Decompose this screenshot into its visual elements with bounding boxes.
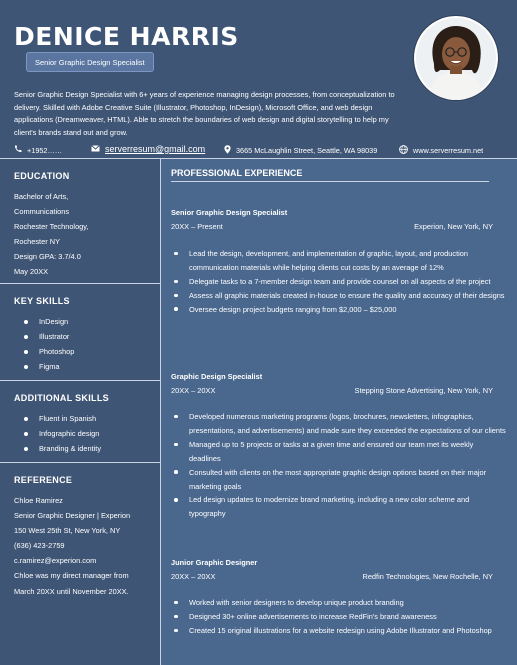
education-line: Bachelor of Arts, xyxy=(14,192,69,201)
key-skills-heading: KEY SKILLS xyxy=(14,296,70,306)
education-line: May 20XX xyxy=(14,267,49,277)
skill-item: InDesign xyxy=(24,314,74,329)
education-heading: EDUCATION xyxy=(14,171,70,181)
job-company: Stepping Stone Advertising, New York, NY xyxy=(354,386,493,395)
section-divider xyxy=(0,283,160,284)
job-bullet: Managed up to 5 projects or tasks at a given time and ensured our team met its weekly deadlines xyxy=(174,438,506,466)
skill-item: Photoshop xyxy=(24,344,74,359)
job-bullet: Created 15 original illustrations for a website redesign using Adobe Illustrator and Photoshop xyxy=(174,624,506,638)
job-bullet: Led design updates to modernize brand marketing, including a new color scheme and typography xyxy=(174,493,506,521)
education-line: Rochester NY xyxy=(14,237,61,247)
reference-details xyxy=(14,493,130,599)
job-bullet: Worked with senior designers to develop unique product branding xyxy=(174,596,506,610)
reference-email[interactable]: c.ramirez@experion.com xyxy=(14,556,97,566)
job-bullet: Delegate tasks to a 7-member design team and provide counsel on all aspects of the project xyxy=(174,275,506,289)
job-title: Graphic Design Specialist xyxy=(171,372,263,381)
job-bullet: Developed numerous marketing programs (logos, brochures, newsletters, infographics, presentations, and advertisements) and made sure they exceeded the expectations of our clients xyxy=(174,410,506,438)
reference-line: Chloe Ramirez xyxy=(14,496,63,505)
job-dates: 20XX – Present xyxy=(171,222,223,231)
job-bullet: Designed 30+ online advertisements to increase RedFin's brand awareness xyxy=(174,610,506,624)
additional-skills-heading: ADDITIONAL SKILLS xyxy=(14,393,109,403)
professional-summary: Senior Graphic Design Specialist with 6+ years of experience managing design processes, from conceptualization to delivery. Skilled with Adobe Creative Suite (Illustrator, Photoshop, InDesign), Microsoft Office, and web design applications (Dreamweaver, HTML). Able to stretch the boundaries of web design and digital storytelling to help my client's brands stand out and grow. xyxy=(14,90,395,137)
profile-photo xyxy=(414,16,498,100)
skill-item: Infographic design xyxy=(24,426,101,441)
reference-line: Senior Graphic Designer | Experion xyxy=(14,511,131,521)
education-line: Rochester Technology, xyxy=(14,222,89,232)
contact-address: 3665 McLaughlin Street, Seattle, WA 98039 xyxy=(224,145,377,156)
resume-header xyxy=(0,0,517,158)
section-divider xyxy=(0,380,160,381)
education-line: Communications xyxy=(14,207,70,217)
job-bullets xyxy=(174,596,506,638)
reference-line: March 20XX until November 20XX. xyxy=(14,586,129,596)
education-line: Design GPA: 3.7/4.0 xyxy=(14,252,81,262)
job-dates: 20XX – 20XX xyxy=(171,386,216,395)
job-bullet: Assess all graphic materials created in-house to ensure the quality and accuracy of their designs xyxy=(174,289,506,303)
skill-item: Illustrator xyxy=(24,329,74,344)
phone-icon xyxy=(14,145,27,155)
candidate-name: DENICE HARRIS xyxy=(14,22,239,51)
job-title: Junior Graphic Designer xyxy=(171,558,258,567)
reference-line: 150 West 25th St, New York, NY xyxy=(14,526,121,536)
job-bullets xyxy=(174,410,506,521)
skill-item: Fluent in Spanish xyxy=(24,411,101,426)
skill-item: Branding & identity xyxy=(24,441,101,456)
contact-phone[interactable]: +1952…… xyxy=(14,145,62,155)
location-pin-icon xyxy=(224,145,236,156)
additional-skills-list xyxy=(24,411,101,456)
reference-line: Chloe was my direct manager from xyxy=(14,571,129,581)
experience-heading-underline xyxy=(171,181,489,182)
contact-email[interactable]: serverresum@gmail.com xyxy=(91,144,205,154)
mail-icon xyxy=(91,145,105,154)
experience-heading: PROFESSIONAL EXPERIENCE xyxy=(171,168,303,178)
job-bullet: Oversee design project budgets ranging from $2,000 – $25,000 xyxy=(174,303,506,317)
contact-bar xyxy=(14,145,514,157)
reference-heading: REFERENCE xyxy=(14,475,73,485)
skill-item: Figma xyxy=(24,359,74,374)
globe-icon xyxy=(399,145,413,156)
job-bullets xyxy=(174,247,506,317)
reference-line: (636) 423-2759 xyxy=(14,541,65,551)
key-skills-list xyxy=(24,314,74,374)
job-company: Redfin Technologies, New Rochelle, NY xyxy=(362,572,493,581)
job-dates: 20XX – 20XX xyxy=(171,572,216,581)
job-bullet: Consulted with clients on the most appropriate graphic design options based on their major marketing goals xyxy=(174,466,506,494)
job-bullet: Lead the design, development, and implementation of graphic, layout, and production communication materials while helping clients cut costs by an average of 12% xyxy=(174,247,506,275)
job-title-badge: Senior Graphic Design Specialist xyxy=(26,52,154,72)
job-company: Experion, New York, NY xyxy=(414,222,493,231)
section-divider xyxy=(0,462,160,463)
job-title: Senior Graphic Design Specialist xyxy=(171,208,288,217)
education-details xyxy=(14,189,89,280)
contact-website[interactable]: www.serverresum.net xyxy=(399,145,483,156)
